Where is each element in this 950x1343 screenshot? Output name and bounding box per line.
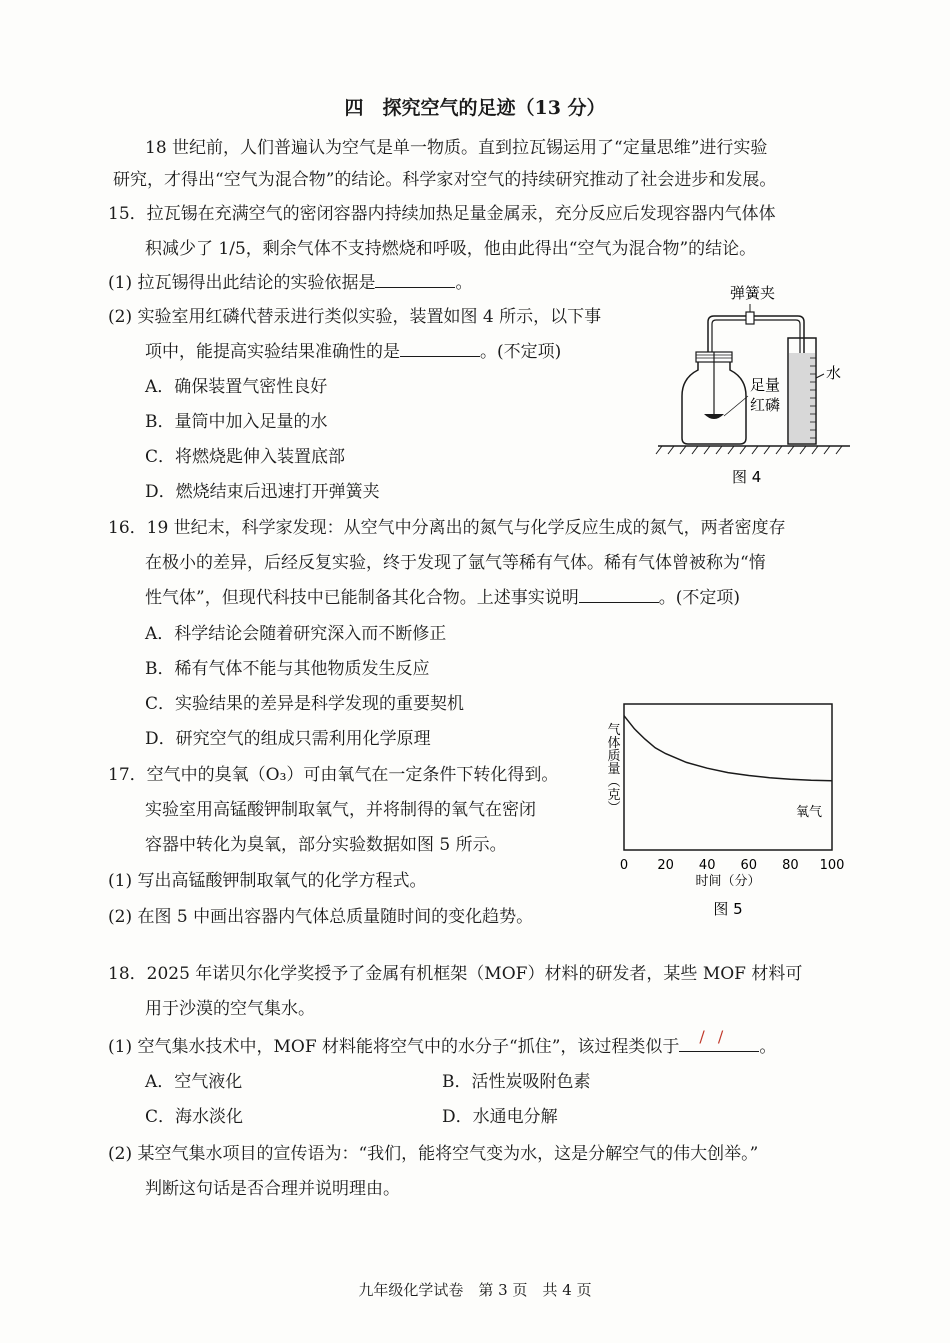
q15-stem-line-1: 15．拉瓦锡在充满空气的密闭容器内持续加热足量金属汞，充分反应后发现容器内气体体 — [108, 204, 776, 224]
q18-option-b: B．活性炭吸附色素 — [442, 1072, 591, 1092]
q18-stem-line-2: 用于沙漠的空气集水。 — [145, 999, 315, 1019]
q15-part-2-line-2 — [145, 337, 561, 362]
figure-4-apparatus — [650, 278, 860, 493]
label-spring-clip: 弹簧夹 — [730, 284, 776, 302]
q15-option-a: A．确保装置气密性良好 — [145, 377, 328, 397]
q15-part-1-text: (1) 拉瓦锡得出此结论的实验依据是 — [108, 273, 376, 293]
q15-option-d: D．燃烧结束后迅速打开弹簧夹 — [145, 482, 380, 502]
q15-option-b: B．量筒中加入足量的水 — [145, 412, 328, 432]
q16-option-b: B．稀有气体不能与其他物质发生反应 — [145, 659, 430, 679]
q17-line-1: 17．空气中的臭氧（O₃）可由氧气在一定条件下转化得到。 — [108, 765, 559, 785]
q17-part-1: (1) 写出高锰酸钾制取氧气的化学方程式。 — [108, 871, 427, 891]
q18-option-d: D．水通电分解 — [442, 1107, 558, 1127]
q15-option-c: C．将燃烧匙伸入装置底部 — [145, 447, 346, 467]
q16-line-3-text: 性气体”，但现代科技中已能制备其化合物。上述事实说明 — [145, 588, 579, 608]
intro-line-1: 18 世纪前，人们普遍认为空气是单一物质。直到拉瓦锡运用了“定量思维”进行实验 — [145, 138, 768, 158]
figure-5-chart — [598, 698, 848, 923]
figure-5-caption: 图 5 — [713, 900, 743, 918]
q15-part-2-text: 项中，能提高实验结果准确性的是 — [145, 342, 400, 362]
x-tick-label: 40 — [698, 858, 716, 873]
q17-line-3: 容器中转化为臭氧，部分实验数据如图 5 所示。 — [145, 835, 507, 855]
q16-option-c: C．实验结果的差异是科学发现的重要契机 — [145, 694, 465, 714]
plot-frame[interactable] — [624, 704, 832, 850]
q15-part-1 — [108, 268, 472, 293]
q18-part-1-end: 。 — [759, 1037, 777, 1057]
x-tick-label: 20 — [657, 858, 674, 873]
q18-part-1-text: (1) 空气集水技术中，MOF 材料能将空气中的水分子“抓住”，该过程类似于 — [108, 1037, 680, 1057]
q15-stem-line-2: 积减少了 1/5，剩余气体不支持燃烧和呼吸，他由此得出“空气为混合物”的结论。 — [145, 239, 757, 259]
q16-line-2: 在极小的差异，后经反复实验，终于发现了氩气等稀有气体。稀有气体曾被称为“惰 — [145, 553, 766, 573]
intro-line-2: 研究，才得出“空气为混合物”的结论。科学家对空气的持续研究推动了社会进步和发展。 — [113, 170, 777, 190]
answer-blank[interactable] — [679, 1037, 759, 1052]
oxygen-series-line — [624, 716, 832, 781]
q16-line-1: 16．19 世纪末，科学家发现：从空气中分离出的氮气与化学反应生成的氮气，两者密度存 — [108, 518, 786, 538]
x-tick-label: 80 — [782, 858, 799, 873]
section-title: 四 探究空气的足迹（13 分） — [344, 97, 606, 119]
q16-option-a: A．科学结论会随着研究深入而不断修正 — [145, 624, 447, 644]
q18-part-1 — [108, 1032, 776, 1057]
q18-stem-line-1: 18．2025 年诺贝尔化学奖授予了金属有机框架（MOF）材料的研发者，某些 MOF 材料可 — [108, 964, 803, 984]
x-tick-label: 60 — [740, 858, 758, 873]
q15-part-2-line-1: (2) 实验室用红磷代替汞进行类似实验，装置如图 4 所示，以下事 — [108, 307, 602, 327]
x-tick-label: 0 — [619, 858, 629, 873]
q18-part-2-line-1: (2) 某空气集水项目的宣传语为：“我们，能将空气变为水，这是分解空气的伟大创举。” — [108, 1144, 759, 1164]
q16-line-3-end: 。(不定项) — [658, 588, 740, 608]
x-axis-label: 时间（分） — [695, 874, 761, 889]
q17-part-2: (2) 在图 5 中画出容器内气体总质量随时间的变化趋势。 — [108, 907, 534, 927]
series-label-oxygen: 氧气 — [796, 805, 823, 820]
answer-blank[interactable] — [400, 342, 480, 357]
answer-blank[interactable] — [375, 273, 455, 288]
q15-part-2-end: 。(不定项) — [480, 342, 562, 362]
x-tick-label: 100 — [819, 858, 845, 873]
q18-option-c: C．海水淡化 — [145, 1107, 244, 1127]
q18-option-a: A．空气液化 — [145, 1072, 243, 1092]
q16-line-3 — [145, 583, 740, 608]
answer-blank[interactable] — [579, 588, 659, 603]
label-phosphorus-2: 红磷 — [750, 396, 781, 414]
q18-part-2-line-2: 判断这句话是否合理并说明理由。 — [145, 1179, 400, 1199]
label-water: 水 — [826, 364, 842, 382]
page-footer: 九年级化学试卷 第 3 页 共 4 页 — [358, 1281, 592, 1299]
y-axis-label: 气体质量（克） — [604, 722, 620, 814]
label-phosphorus-1: 足量 — [750, 376, 781, 394]
q16-option-d: D．研究空气的组成只需利用化学原理 — [145, 729, 431, 749]
figure-4-caption: 图 4 — [732, 468, 762, 486]
q17-line-2: 实验室用高锰酸钾制取氧气，并将制得的氧气在密闭 — [145, 800, 536, 820]
q15-part-1-end: 。 — [455, 273, 473, 293]
